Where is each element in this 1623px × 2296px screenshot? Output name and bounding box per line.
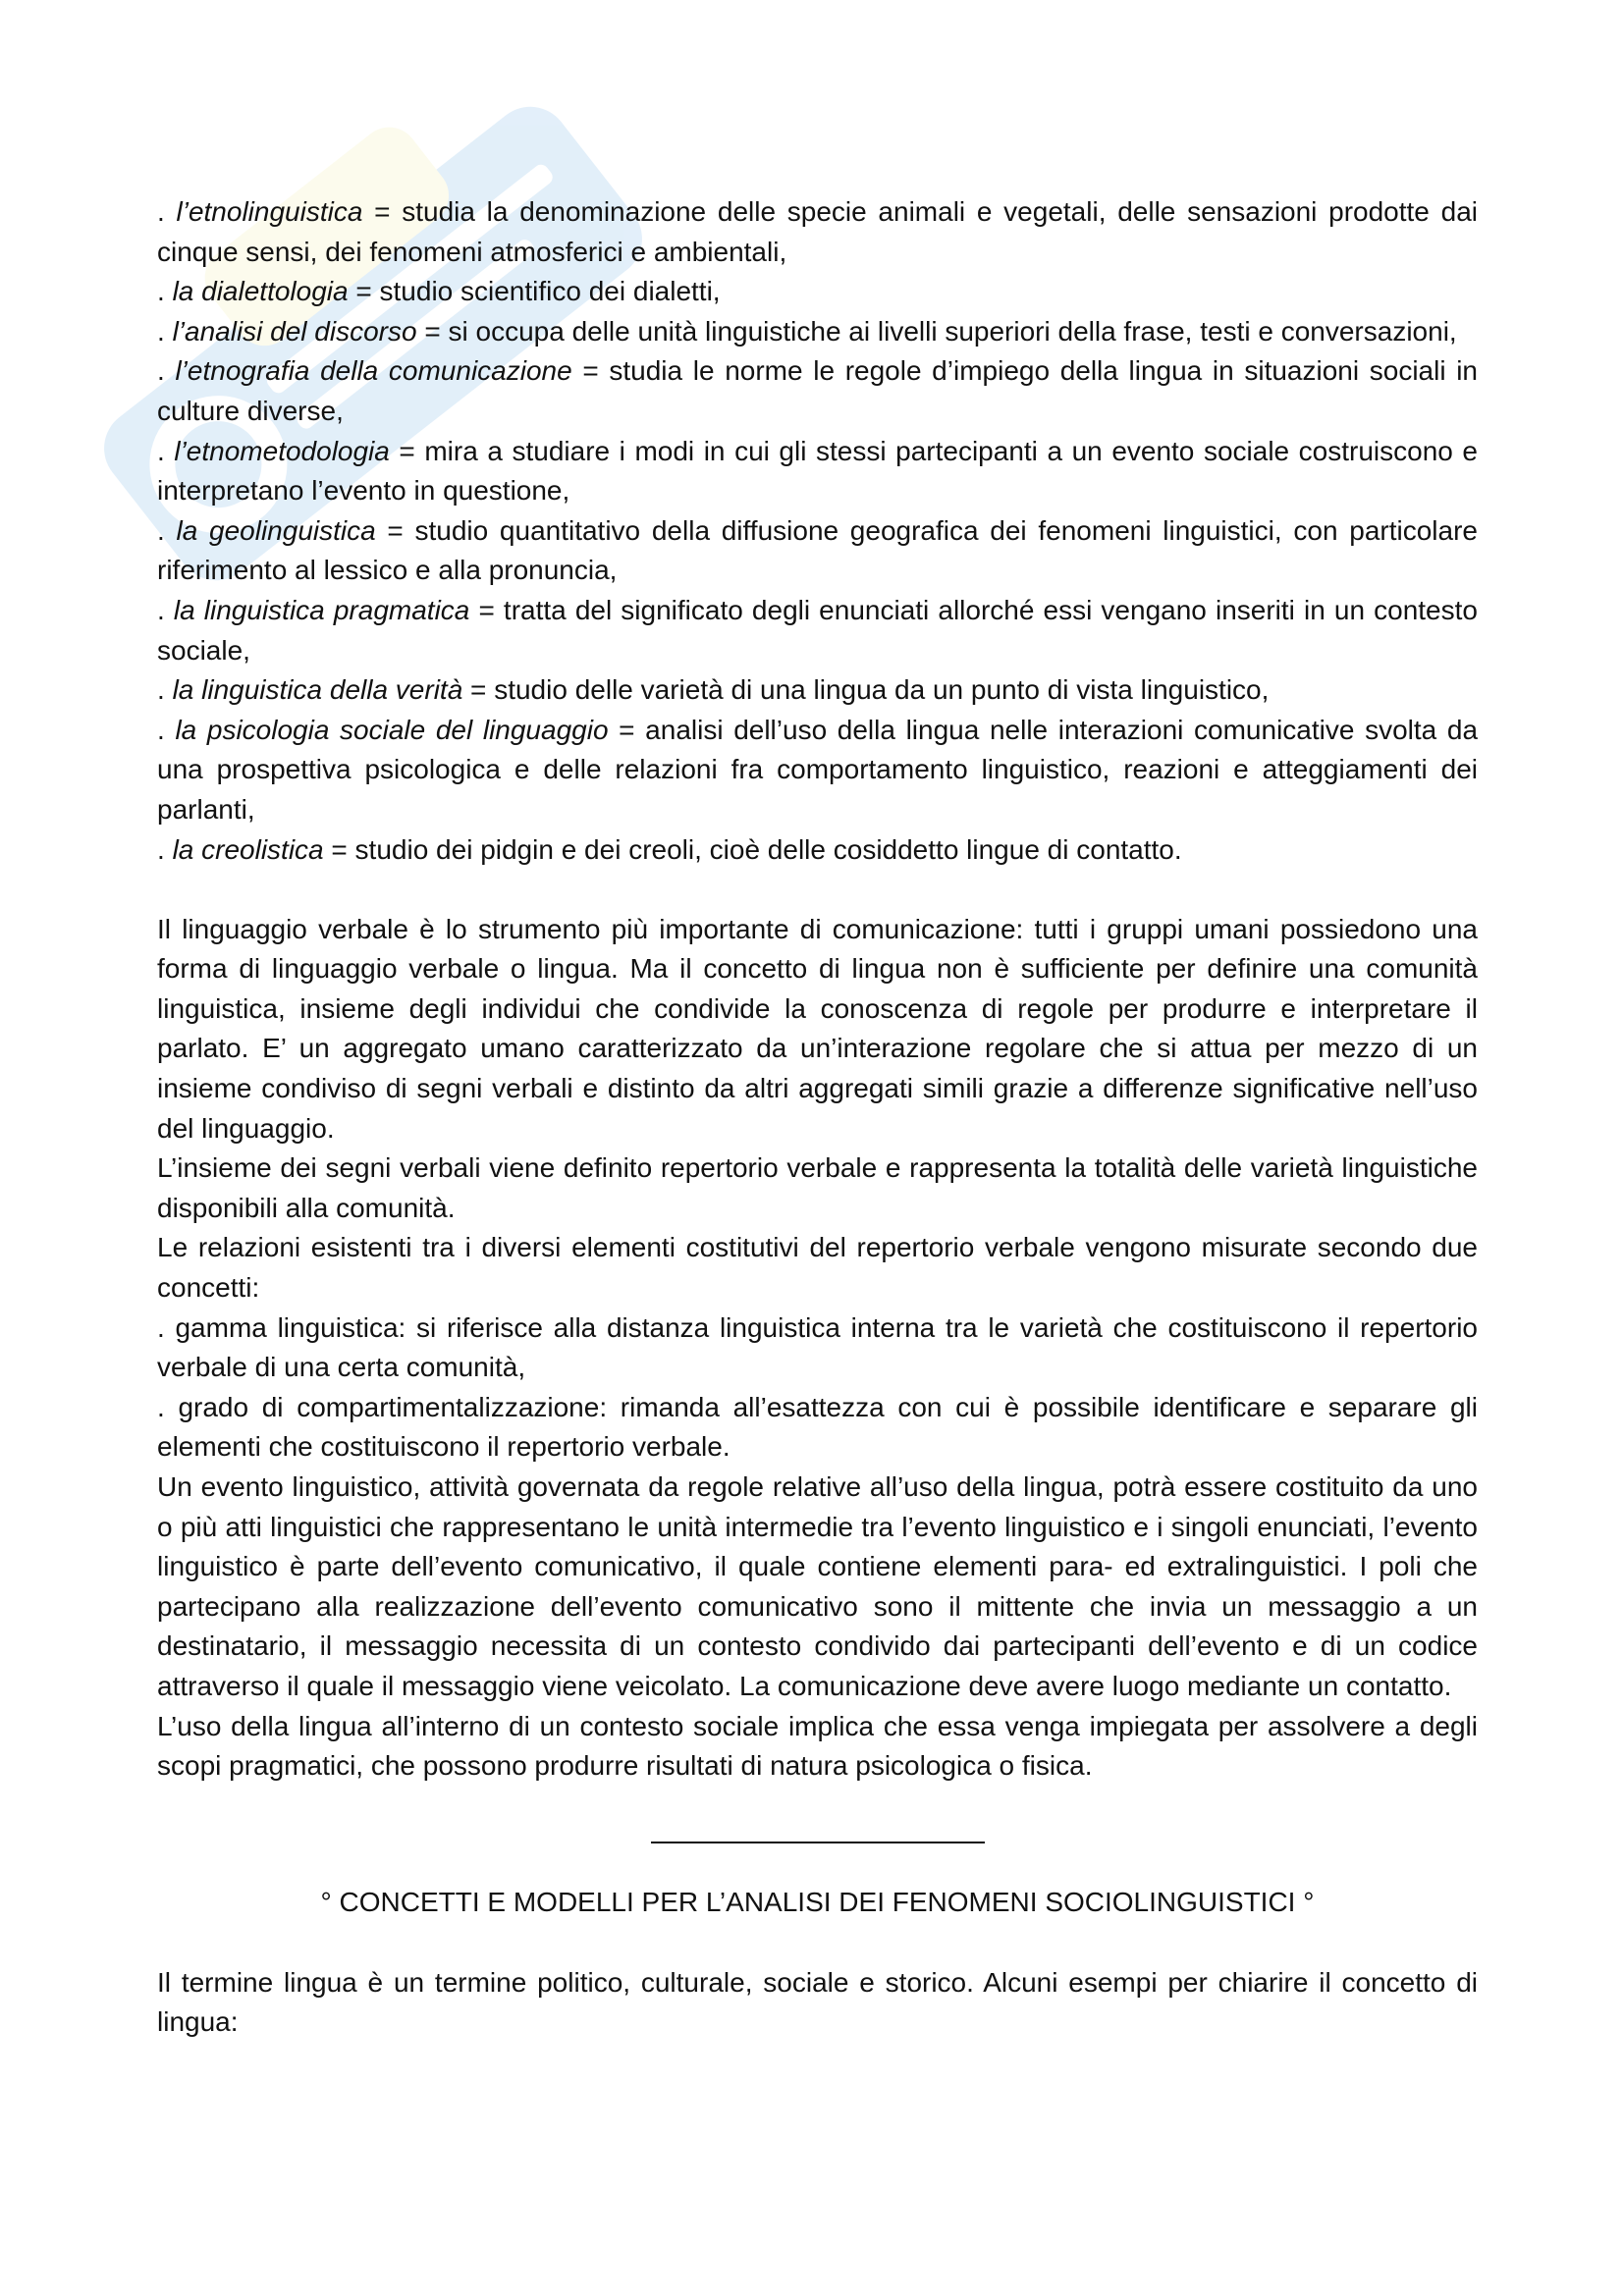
- spacer: [157, 1843, 1478, 1884]
- definition-term: la geolinguistica: [176, 514, 376, 546]
- body-paragraph: . gamma linguistica: si riferisce alla distanza linguistica interna tra le varietà che costituiscono il repertorio verbale di una certa comunità,: [157, 1311, 1478, 1383]
- spacer: [157, 1787, 1478, 1842]
- definition-term: l’analisi del discorso: [172, 315, 417, 347]
- definition-text: analisi dell’uso della lingua nelle interazioni comunicative svolta da una prospettiva psicologica e delle relazioni fra comportamento linguistico, reazioni e atteggiamenti dei parlanti,: [157, 714, 1479, 825]
- body-paragraph: Le relazioni esistenti tra i diversi elementi costitutivi del repertorio verbale vengono misurate secondo due concetti:: [157, 1232, 1478, 1304]
- definition-term: la linguistica della verità: [172, 674, 463, 706]
- spacer: [157, 870, 1478, 910]
- definition-item: . l’etnolinguistica = studia la denominazione delle specie animali e vegetali, delle sensazioni prodotte dai cinque sensi, dei fenomeni atmosferici e ambientali,: [157, 196, 1478, 267]
- definition-item: . l’etnografia della comunicazione = studia le norme le regole d’impiego della lingua in situazioni sociali in culture diverse,: [157, 355, 1479, 426]
- body-paragraph: Il linguaggio verbale è lo strumento più importante di comunicazione: tutti i gruppi umani possiedono una forma di linguaggio verbale o lingua. Ma il concetto di lingua non è sufficiente per definire una comunità linguistica, insieme degli individui che condivide la conoscenza di regole per produrre e interpretare il parlato. E’ un aggregato umano caratterizzato da un’interazione regolare che si attua per mezzo di un insieme condiviso di segni verbali e distinto da altri aggregati simili grazie a differenze significative nell’uso del linguaggio.: [157, 913, 1478, 1144]
- body-paragraph: Un evento linguistico, attività governata da regole relative all’uso della lingua, potrà essere costituito da uno o più atti linguistici che rappresentano le unità intermedie tra l’evento linguistico e i singoli enunciati, l’evento linguistico è parte dell’evento comunicativo, il quale contiene elementi para- ed extralinguistici. I poli che partecipano alla realizzazione dell’evento comunicativo sono il mittente che invia un messaggio a un destinatario, il messaggio necessita di un contesto condivido dai partecipanti dell’evento e di un codice attraverso il quale il messaggio viene veicolato. La comunicazione deve avere luogo mediante un contatto.: [157, 1471, 1478, 1701]
- definition-text: studia la denominazione delle specie animali e vegetali, delle sensazioni prodotte dai cinque sensi, dei fenomeni atmosferici e ambientali,: [157, 196, 1478, 267]
- definition-item: . la linguistica pragmatica = tratta del significato degli enunciati allorché essi vengano inseriti in un contesto sociale,: [157, 594, 1478, 666]
- definition-term: l’etnometodologia: [174, 435, 390, 466]
- definition-item: . la geolinguistica = studio quantitativo della diffusione geografica dei fenomeni linguistici, con particolare riferimento al lessico e alla pronuncia,: [157, 514, 1478, 586]
- page-content: [157, 192, 1478, 2043]
- definition-term: l’etnolinguistica: [176, 196, 363, 227]
- body-paragraph: . grado di compartimentalizzazione: rimanda all’esattezza con cui è possibile identificare e separare gli elementi che costituiscono il repertorio verbale.: [157, 1391, 1478, 1463]
- body-text: [157, 910, 1478, 1787]
- definition-text: studio quantitativo della diffusione geografica dei fenomeni linguistici, con particolare riferimento al lessico e alla pronuncia,: [157, 514, 1478, 586]
- definition-text: studio scientifico dei dialetti,: [379, 276, 721, 307]
- definition-item: . la dialettologia = studio scientifico dei dialetti,: [157, 276, 721, 307]
- definition-term: l’etnografia della comunicazione: [175, 355, 572, 387]
- definition-text: studia le norme le regole d’impiego della lingua in situazioni sociali in culture diverse,: [157, 355, 1479, 426]
- definition-item: . l’analisi del discorso = si occupa delle unità linguistiche ai livelli superiori della frase, testi e conversazioni,: [157, 315, 1457, 347]
- definition-item: . la psicologia sociale del linguaggio = analisi dell’uso della lingua nelle interazioni comunicative svolta da una prospettiva psicologica e delle relazioni fra comportamento linguistico, reazioni e atteggiamenti dei parlanti,: [157, 714, 1479, 825]
- definition-item: . la linguistica della verità = studio delle varietà di una lingua da un punto di vista linguistico,: [157, 674, 1270, 706]
- spacer: [157, 1923, 1478, 1963]
- definitions-list: [157, 192, 1478, 870]
- definition-item: . la creolistica = studio dei pidgin e dei creoli, cioè delle cosiddetto lingue di contatto.: [157, 833, 1182, 865]
- definition-term: la linguistica pragmatica: [173, 594, 470, 625]
- final-paragraph: Il termine lingua è un termine politico, culturale, sociale e storico. Alcuni esempi per chiarire il concetto di lingua:: [157, 1966, 1478, 2038]
- definition-term: la psicologia sociale del linguaggio: [175, 714, 609, 745]
- body-paragraph: L’insieme dei segni verbali viene definito repertorio verbale e rappresenta la totalità delle varietà linguistiche disponibili alla comunità.: [157, 1152, 1478, 1223]
- definition-text: mira a studiare i modi in cui gli stessi partecipanti a un evento sociale costruiscono e interpretano l’evento in questione,: [157, 435, 1478, 507]
- definition-term: la dialettologia: [172, 276, 349, 307]
- section-heading: ° CONCETTI E MODELLI PER L’ANALISI DEI FENOMENI SOCIOLINGUISTICI °: [320, 1887, 1315, 1918]
- definition-text: studio delle varietà di una lingua da un punto di vista linguistico,: [494, 674, 1270, 706]
- definition-text: studio dei pidgin e dei creoli, cioè delle cosiddetto lingue di contatto.: [354, 833, 1182, 865]
- definition-text: tratta del significato degli enunciati allorché essi vengano inseriti in un contesto sociale,: [157, 594, 1478, 666]
- definition-item: . l’etnometodologia = mira a studiare i modi in cui gli stessi partecipanti a un evento sociale costruiscono e interpretano l’evento in questione,: [157, 435, 1478, 507]
- definition-term: la creolistica: [172, 833, 324, 865]
- definition-text: si occupa delle unità linguistiche ai livelli superiori della frase, testi e conversazioni,: [448, 315, 1457, 347]
- body-paragraph: L’uso della lingua all’interno di un contesto sociale implica che essa venga impiegata per assolvere a degli scopi pragmatici, che possono produrre risultati di natura psicologica o fisica.: [157, 1710, 1478, 1782]
